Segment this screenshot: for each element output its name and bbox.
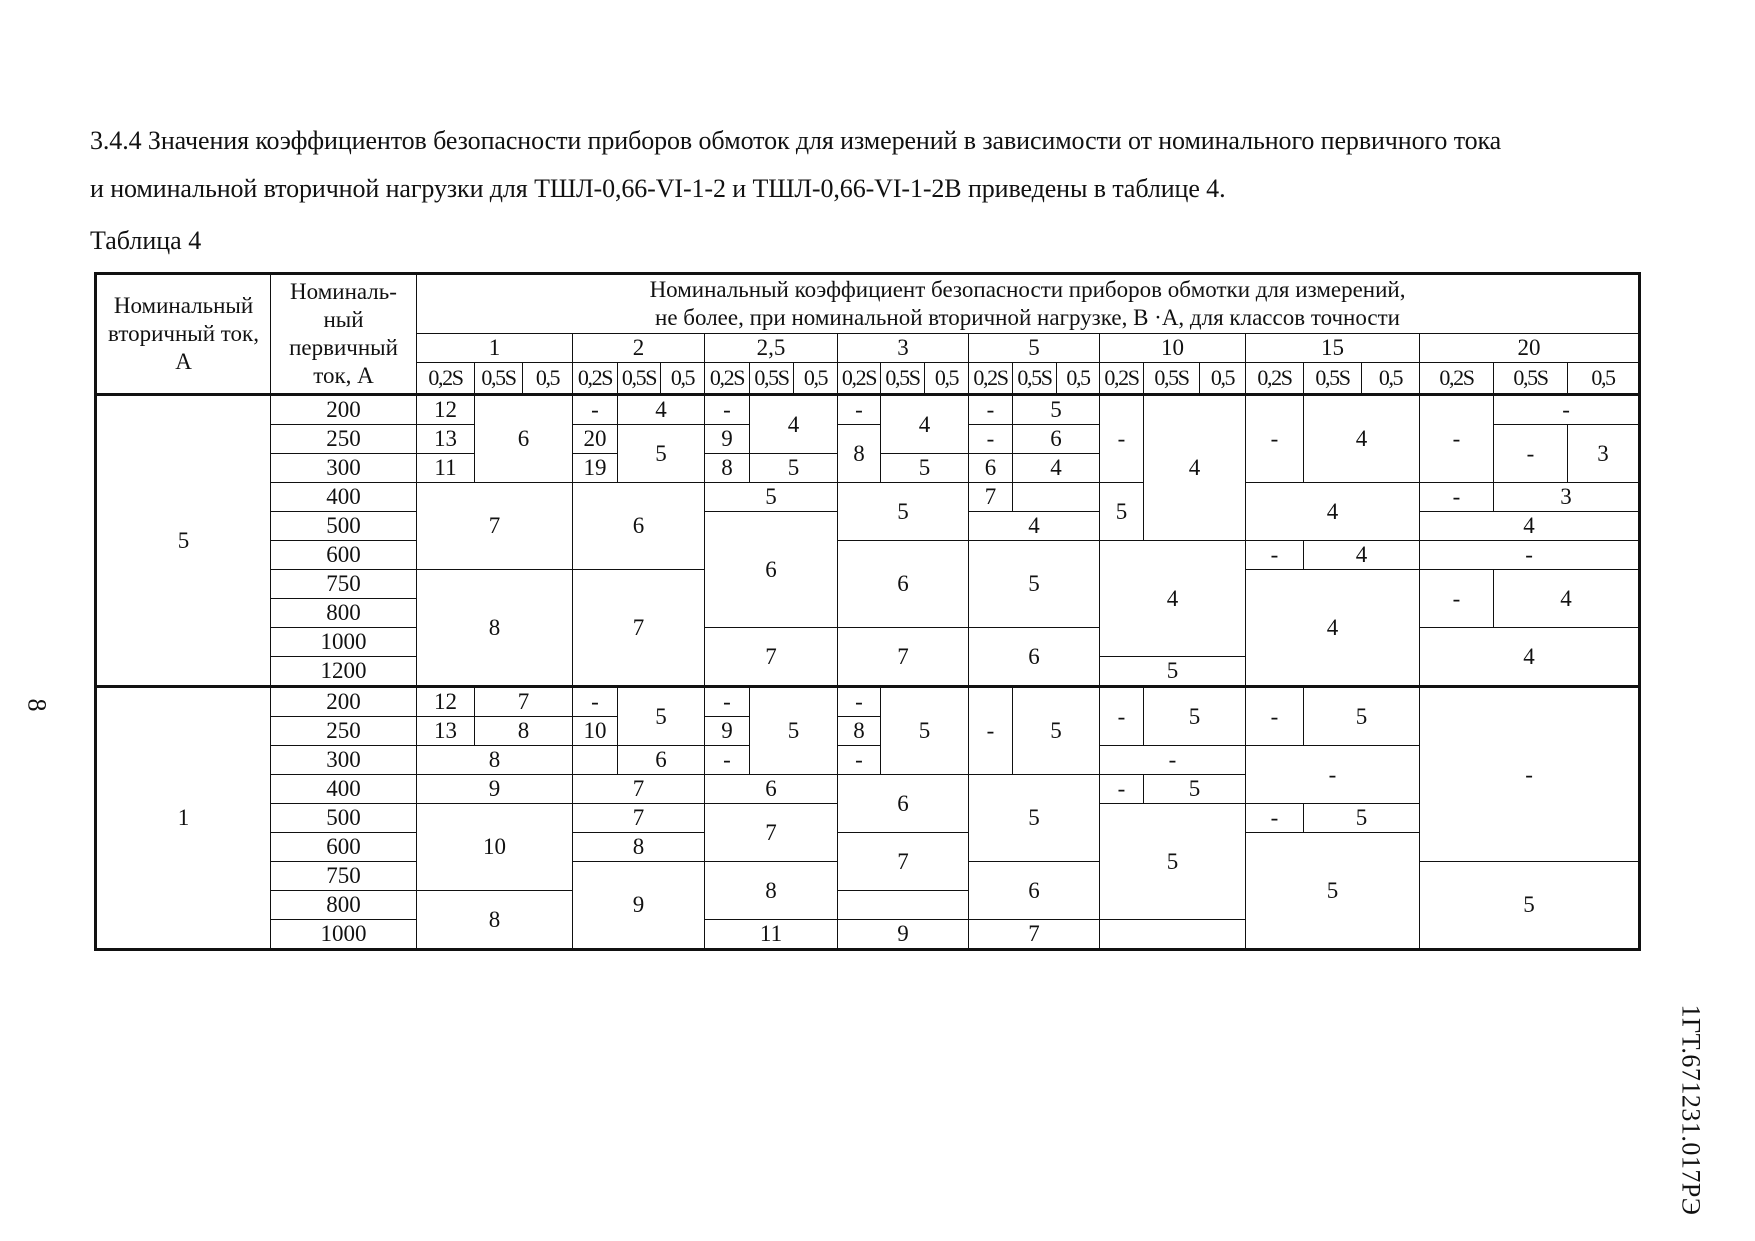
table-cell: -: [969, 425, 1013, 454]
table-cell: 5: [838, 483, 969, 541]
table-cell: 5: [1144, 775, 1246, 804]
table-cell: 12: [417, 395, 475, 425]
table-cell: 250: [271, 717, 417, 746]
table-row: [96, 833, 1640, 862]
table-cell: 5: [1144, 687, 1246, 746]
table-cell: 4: [1494, 570, 1640, 628]
header-primary-current: Номиналь-ный первичный ток, А: [271, 274, 417, 395]
load-header-cell: 10: [1100, 334, 1246, 363]
table-cell: 8: [838, 717, 881, 746]
table-cell: 5: [1100, 483, 1144, 541]
class-header-cell: 0,2S: [1246, 363, 1304, 395]
table-cell: 10: [417, 804, 573, 891]
table-cell: 1000: [271, 920, 417, 950]
header-secondary-current: Номинальный вторичный ток, А: [96, 274, 271, 395]
table-row: [96, 746, 1640, 775]
page-number: 8: [22, 698, 52, 712]
table-cell: 7: [969, 920, 1100, 950]
table-cell: -: [573, 687, 618, 717]
class-header-cell: 0,5S: [750, 363, 794, 395]
table-cell: 20: [573, 425, 618, 454]
table-cell: -: [705, 746, 750, 775]
class-header-cell: 0,5S: [1304, 363, 1362, 395]
class-header-cell: 0,2S: [705, 363, 750, 395]
intro-line-1: 3.4.4 Значения коэффициентов безопасности приборов обмоток для измерений в зависимости от номинального первичного тока: [90, 126, 1502, 155]
table-cell: 5: [750, 454, 838, 483]
class-header-cell: 0,5S: [475, 363, 523, 395]
header-main-line-1: Номинальный коэффициент безопасности приборов обмотки для измерений,: [649, 277, 1406, 302]
table-cell: 5: [1246, 833, 1420, 950]
table-cell: 4: [750, 395, 838, 454]
table-cell: 6: [705, 512, 838, 628]
table-cell: 4: [1420, 628, 1640, 687]
table-cell: -: [1494, 425, 1568, 483]
table-cell: -: [1246, 395, 1304, 483]
safety-factor-table: [94, 272, 1641, 951]
table-cell: 7: [705, 804, 838, 862]
table-cell: 3: [1568, 425, 1640, 483]
table-cell: 8: [475, 717, 573, 746]
table-cell: 750: [271, 570, 417, 599]
load-header-cell: 3: [838, 334, 969, 363]
table-cell: 4: [969, 512, 1100, 541]
class-header-cell: 0,5S: [618, 363, 661, 395]
table-cell: 6: [969, 628, 1100, 687]
table-cell: 4: [881, 395, 969, 454]
table-cell: 1200: [271, 657, 417, 687]
class-header-cell: 0,2S: [573, 363, 618, 395]
table-row: [96, 483, 1640, 512]
table-cell: 8: [838, 425, 881, 483]
table-cell: 5: [1304, 687, 1420, 746]
table-cell: 4: [1246, 570, 1420, 687]
table-cell: 4: [618, 395, 705, 425]
table-cell: 1: [96, 687, 271, 950]
table-cell: 7: [838, 628, 969, 687]
table-cell: -: [1494, 395, 1640, 425]
table-cell: 8: [417, 891, 573, 950]
table-cell: -: [1100, 746, 1246, 775]
table-cell: 300: [271, 746, 417, 775]
table-cell: 10: [573, 717, 618, 746]
class-header-cell: 0,5S: [1494, 363, 1568, 395]
table-cell: 5: [1013, 395, 1100, 425]
table-row: [96, 395, 1640, 425]
table-cell: 5: [1100, 657, 1246, 687]
table-cell: -: [1420, 395, 1494, 483]
table-cell: 5: [750, 687, 838, 775]
table-cell: 8: [705, 454, 750, 483]
table-cell: 13: [417, 425, 475, 454]
table-cell: 250: [271, 425, 417, 454]
table-cell: -: [1100, 395, 1144, 483]
table-cell: 7: [417, 483, 573, 570]
table-cell: 300: [271, 454, 417, 483]
table-cell: 500: [271, 512, 417, 541]
table-row: [96, 541, 1640, 570]
table-caption: Таблица 4: [90, 226, 202, 255]
header-main-line-2: не более, при номинальной вторичной нагрузке, В ·А, для классов точности: [655, 305, 1400, 330]
load-header-cell: 2: [573, 334, 705, 363]
table-cell: 11: [705, 920, 838, 950]
load-header-cell: 15: [1246, 334, 1420, 363]
table-cell: 4: [1246, 483, 1420, 541]
class-header-cell: 0,2S: [1420, 363, 1494, 395]
table-cell: -: [573, 395, 618, 425]
table-cell: 5: [969, 541, 1100, 628]
table-cell: 800: [271, 891, 417, 920]
table-cell: 750: [271, 862, 417, 891]
table-cell: -: [1420, 483, 1494, 512]
document-code: 1ГТ.671231.017РЭ: [1676, 1004, 1706, 1216]
class-header-cell: 0,5: [794, 363, 838, 395]
load-header-cell: 20: [1420, 334, 1640, 363]
table-cell: 4: [1013, 454, 1100, 483]
table-cell: 13: [417, 717, 475, 746]
table-cell: 7: [475, 687, 573, 717]
load-header-cell: 5: [969, 334, 1100, 363]
table-cell: -: [705, 687, 750, 717]
table-cell: 200: [271, 687, 417, 717]
class-header-cell: 0,5: [1057, 363, 1100, 395]
table-cell: -: [1420, 570, 1494, 628]
table-row: [96, 687, 1640, 717]
table-cell: [1013, 483, 1100, 512]
table-cell: 6: [705, 775, 838, 804]
load-header-cell: 1: [417, 334, 573, 363]
table-body: [96, 395, 1640, 950]
table-cell: -: [1420, 687, 1640, 862]
class-header-cell: 0,5: [661, 363, 705, 395]
table-cell: 5: [618, 425, 705, 483]
table-cell: 9: [838, 920, 969, 950]
table-cell: 1000: [271, 628, 417, 657]
table-cell: 8: [417, 746, 573, 775]
table-cell: 9: [705, 717, 750, 746]
table-cell: 5: [1304, 804, 1420, 833]
class-header-cell: 0,5: [1362, 363, 1420, 395]
table-cell: 7: [573, 804, 705, 833]
table-cell: 5: [96, 395, 271, 687]
table-cell: 6: [618, 746, 705, 775]
table-cell: 5: [1013, 687, 1100, 775]
intro-paragraph: [90, 117, 1730, 213]
table-cell: 5: [705, 483, 838, 512]
table-cell: 4: [1100, 541, 1246, 657]
table-cell: 400: [271, 775, 417, 804]
table-cell: 9: [417, 775, 573, 804]
table-cell: -: [1246, 541, 1304, 570]
class-header-cell: 0,2S: [417, 363, 475, 395]
table-cell: 5: [969, 775, 1100, 862]
class-header-cell: 0,5S: [1013, 363, 1057, 395]
table-cell: 9: [705, 425, 750, 454]
table-cell: -: [838, 395, 881, 425]
table-cell: -: [1420, 541, 1640, 570]
table-cell: -: [969, 395, 1013, 425]
class-header-cell: 0,5: [1568, 363, 1640, 395]
table-cell: 4: [1304, 395, 1420, 483]
table-cell: 7: [705, 628, 838, 687]
table-cell: 5: [881, 687, 969, 775]
table-cell: 8: [417, 570, 573, 687]
table-cell: 11: [417, 454, 475, 483]
table-cell: 6: [1013, 425, 1100, 454]
table-cell: 12: [417, 687, 475, 717]
table-cell: 800: [271, 599, 417, 628]
table-cell: -: [1100, 775, 1144, 804]
intro-line-2: и номинальной вторичной нагрузки для ТШЛ-0,66-VI-1-2 и ТШЛ-0,66-VI-1-2В приведены в таблице 4.: [90, 174, 1226, 203]
class-header-cell: 0,2S: [969, 363, 1013, 395]
table-cell: [573, 746, 618, 775]
class-header-cell: 0,5S: [881, 363, 925, 395]
header-main: [417, 274, 1640, 334]
table-cell: 4: [1144, 395, 1246, 541]
table-cell: 6: [969, 862, 1100, 920]
table-cell: 6: [838, 541, 969, 628]
class-header-cell: 0,5: [523, 363, 573, 395]
table-cell: 400: [271, 483, 417, 512]
table-cell: 3: [1494, 483, 1640, 512]
table-cell: 5: [1100, 804, 1246, 920]
table-cell: 8: [573, 833, 705, 862]
table-cell: -: [838, 746, 881, 775]
class-header-cell: 0,2S: [838, 363, 881, 395]
table-cell: 19: [573, 454, 618, 483]
table-cell: 8: [705, 862, 838, 920]
table-cell: -: [838, 687, 881, 717]
table-cell: 6: [838, 775, 969, 833]
table-cell: 200: [271, 395, 417, 425]
load-header-cell: 2,5: [705, 334, 838, 363]
table-cell: 7: [838, 833, 969, 891]
table-cell: 6: [475, 395, 573, 483]
table-cell: 500: [271, 804, 417, 833]
table-cell: -: [705, 395, 750, 425]
table-cell: -: [1246, 804, 1304, 833]
table-cell: 6: [573, 483, 705, 570]
table-cell: 5: [881, 454, 969, 483]
table-cell: 7: [969, 483, 1013, 512]
class-header-cell: 0,5S: [1144, 363, 1200, 395]
table-cell: -: [1100, 687, 1144, 746]
table-cell: 7: [573, 570, 705, 687]
table-cell: -: [1246, 746, 1420, 804]
table-cell: 4: [1420, 512, 1640, 541]
class-header-cell: 0,2S: [1100, 363, 1144, 395]
table-cell: 9: [573, 862, 705, 950]
table-cell: -: [1246, 687, 1304, 746]
table-cell: 6: [969, 454, 1013, 483]
table-cell: 4: [1304, 541, 1420, 570]
class-header-cell: 0,5: [925, 363, 969, 395]
table-cell: 7: [573, 775, 705, 804]
class-header-cell: 0,5: [1200, 363, 1246, 395]
table-cell: 5: [1420, 862, 1640, 950]
table-cell: -: [969, 687, 1013, 775]
table-cell: 600: [271, 541, 417, 570]
table-cell: 5: [618, 687, 705, 746]
table-cell: 600: [271, 833, 417, 862]
